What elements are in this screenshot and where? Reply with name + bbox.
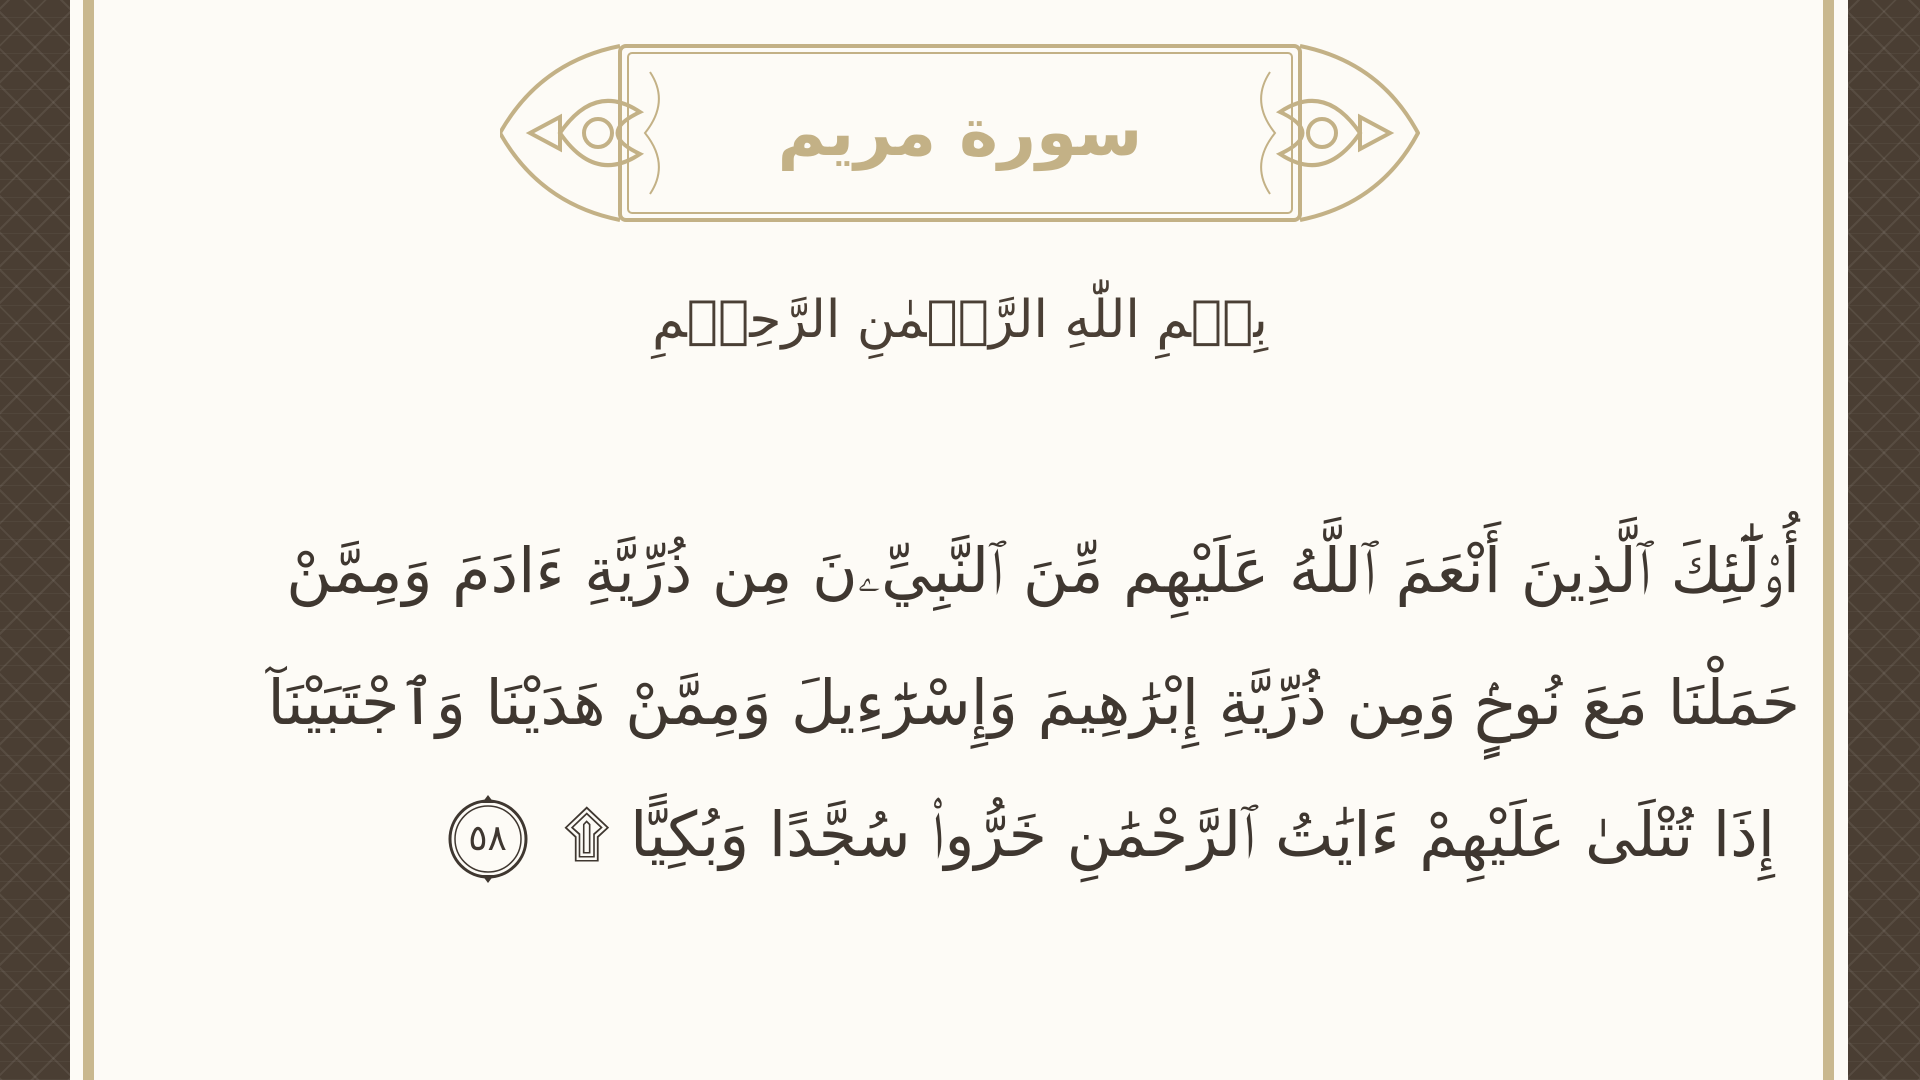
left-gold-rule [83,0,94,1080]
verse-line-3-text: إِذَا تُتْلَىٰ عَلَيْهِمْ ءَايَٰتُ ٱلرَّحْمَٰنِ خَرُّوا۟ سُجَّدًا وَبُكِيًّا ۩ [563,798,1775,871]
right-gold-rule [1823,0,1834,1080]
ayah-number-marker [442,793,534,885]
basmala: بِسۡمِ اللّٰهِ الرَّحۡمٰنِ الرَّحِيۡمِ [652,290,1268,350]
verse-line-3 [215,769,1800,901]
verse-text [215,505,1800,901]
ayah-number: ٥٨ [468,817,507,859]
surah-title: سورة مريم [777,94,1143,171]
right-decorative-border [1848,0,1920,1080]
surah-title-plaque [500,42,1420,227]
left-decorative-border [0,0,70,1080]
verse-line-1: أُو۟لَٰٓئِكَ ٱلَّذِينَ أَنْعَمَ ٱللَّهُ عَلَيْهِم مِّنَ ٱلنَّبِيِّۦنَ مِن ذُرِّيَّةِ ءَادَمَ وَمِمَّنْ [286,534,1800,607]
verse-line-2: حَمَلْنَا مَعَ نُوحٍۢ وَمِن ذُرِّيَّةِ إِبْرَٰهِيمَ وَإِسْرَٰٓءِيلَ وَمِمَّنْ هَدَيْنَا وَٱجْتَبَيْنَآ [267,666,1800,739]
